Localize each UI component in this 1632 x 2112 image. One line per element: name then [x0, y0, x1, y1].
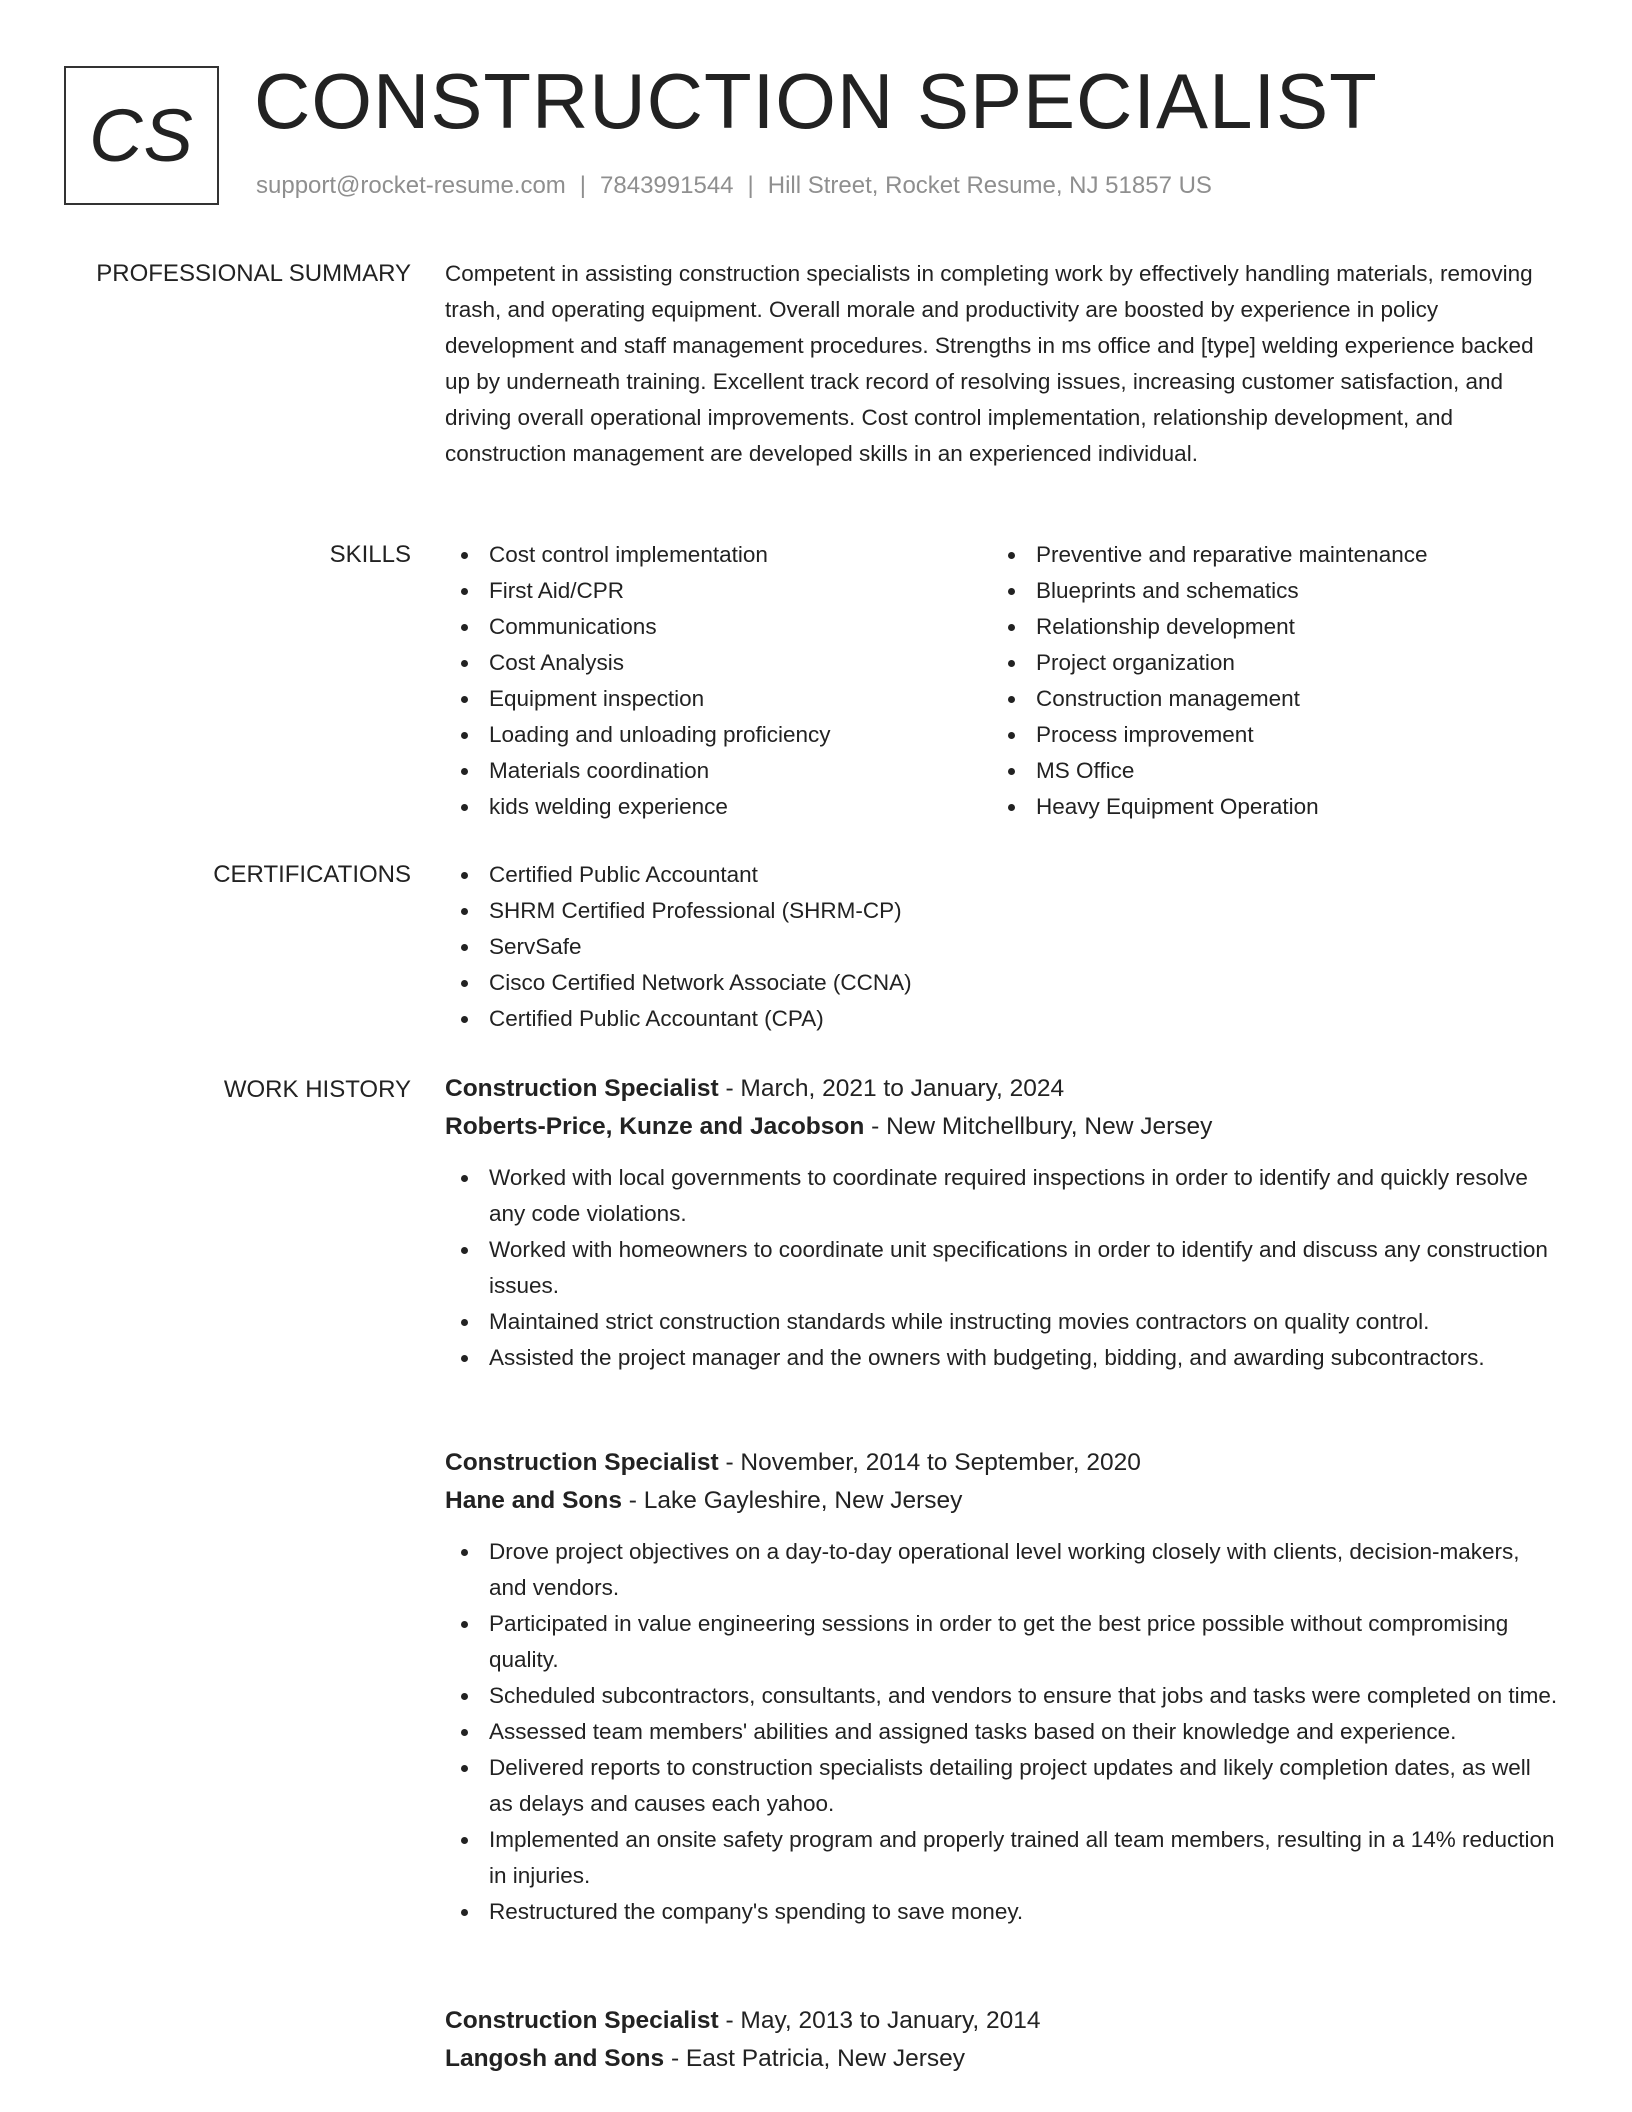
job-location: - East Patricia, New Jersey — [664, 2045, 966, 2072]
skill-item: Cost Analysis — [445, 645, 992, 681]
job-bullet: Implemented an onsite safety program and properly trained all team members, resulting in a 14% reduction in injuries. — [445, 1822, 1560, 1894]
job-bullet: Worked with local governments to coordinate required inspections in order to identify and quickly resolve any code violations. — [445, 1160, 1560, 1232]
job-bullet: Assisted the project manager and the owners with budgeting, bidding, and awarding subcontractors. — [445, 1340, 1560, 1376]
summary-heading: PROFESSIONAL SUMMARY — [96, 260, 411, 287]
job-company: Langosh and Sons — [445, 2045, 665, 2072]
job-bullet: Maintained strict construction standards while instructing movies contractors on quality control. — [445, 1304, 1560, 1340]
skill-item: Preventive and reparative maintenance — [992, 537, 1539, 573]
certifications-heading: CERTIFICATIONS — [213, 861, 411, 888]
contact-phone[interactable]: 7843991544 — [600, 172, 734, 199]
certification-item: Cisco Certified Network Associate (CCNA) — [445, 965, 1560, 1001]
skill-item: Heavy Equipment Operation — [992, 789, 1539, 825]
skill-item: Materials coordination — [445, 753, 992, 789]
job-company: Hane and Sons — [445, 1487, 622, 1514]
job-company-line — [445, 1482, 1560, 1520]
job-title-line — [445, 1444, 1560, 1482]
contact-email[interactable]: support@rocket-resume.com — [256, 172, 566, 199]
job-title-line — [445, 2002, 1560, 2040]
job-bullet: Scheduled subcontractors, consultants, and vendors to ensure that jobs and tasks were completed on time. — [445, 1678, 1560, 1714]
job-bullet: Drove project objectives on a day-to-day operational level working closely with clients, decision-makers, and vendors. — [445, 1534, 1560, 1606]
skill-item: Equipment inspection — [445, 681, 992, 717]
job-bullet: Restructured the company's spending to save money. — [445, 1894, 1560, 1930]
skill-item: First Aid/CPR — [445, 573, 992, 609]
skill-item: Construction management — [992, 681, 1539, 717]
skill-item: Process improvement — [992, 717, 1539, 753]
job-bullet: Participated in value engineering sessions in order to get the best price possible without compromising quality. — [445, 1606, 1560, 1678]
skill-item: Loading and unloading proficiency — [445, 717, 992, 753]
job-title-line — [445, 1070, 1560, 1108]
job-bullets — [445, 1160, 1560, 1376]
job-company: Roberts-Price, Kunze and Jacobson — [445, 1113, 865, 1140]
job-role: Construction Specialist — [445, 1075, 719, 1102]
job-company-line — [445, 1108, 1560, 1146]
job-entry — [445, 2002, 1560, 2078]
monogram-badge — [64, 66, 219, 205]
monogram-initials: CS — [89, 94, 194, 177]
skill-item: MS Office — [992, 753, 1539, 789]
job-location: - New Mitchellbury, New Jersey — [864, 1113, 1213, 1140]
job-bullet: Delivered reports to construction specialists detailing project updates and likely completion dates, as well as delays and causes each yahoo. — [445, 1750, 1560, 1822]
job-bullet: Assessed team members' abilities and assigned tasks based on their knowledge and experience. — [445, 1714, 1560, 1750]
skill-item: Project organization — [992, 645, 1539, 681]
skill-item: Cost control implementation — [445, 537, 992, 573]
job-company-line — [445, 2040, 1560, 2078]
job-dates: - May, 2013 to January, 2014 — [718, 2007, 1041, 2034]
job-role: Construction Specialist — [445, 1449, 719, 1476]
skill-item: Relationship development — [992, 609, 1539, 645]
job-location: - Lake Gayleshire, New Jersey — [621, 1487, 963, 1514]
skill-item: kids welding experience — [445, 789, 992, 825]
job-dates: - March, 2021 to January, 2024 — [718, 1075, 1065, 1102]
skill-item: Blueprints and schematics — [992, 573, 1539, 609]
job-entry — [445, 1070, 1560, 1376]
contact-separator: | — [579, 172, 587, 199]
certification-item: SHRM Certified Professional (SHRM-CP) — [445, 893, 1560, 929]
skills-heading: SKILLS — [329, 541, 411, 568]
contact-line — [256, 172, 1212, 200]
certifications-list — [445, 857, 1560, 1037]
certification-item: Certified Public Accountant — [445, 857, 1560, 893]
summary-text: Competent in assisting construction specialists in completing work by effectively handling materials, removing trash, and operating equipment. Overall morale and productivity are boosted by experience in policy development and staff management procedures. Strengths in ms office and [type] welding experience backed up by underneath training. Excellent track record of resolving issues, increasing customer satisfaction, and driving overall operational improvements. Cost control implementation, relationship development, and construction management are developed skills in an experienced individual. — [445, 261, 1534, 466]
certification-item: ServSafe — [445, 929, 1560, 965]
contact-separator: | — [747, 172, 754, 199]
job-bullets — [445, 1534, 1560, 1930]
skills-list-right — [992, 537, 1539, 825]
job-role: Construction Specialist — [445, 2007, 719, 2034]
certification-item: Certified Public Accountant (CPA) — [445, 1001, 1560, 1037]
resume-title: CONSTRUCTION SPECIALIST — [254, 57, 1378, 145]
skills-list-left — [445, 537, 992, 825]
contact-address: Hill Street, Rocket Resume, NJ 51857 US — [767, 172, 1212, 199]
job-entry — [445, 1444, 1560, 1930]
skill-item: Communications — [445, 609, 992, 645]
work-history-heading: WORK HISTORY — [223, 1076, 411, 1103]
job-bullet: Worked with homeowners to coordinate unit specifications in order to identify and discuss any construction issues. — [445, 1232, 1560, 1304]
job-dates: - November, 2014 to September, 2020 — [718, 1449, 1141, 1476]
